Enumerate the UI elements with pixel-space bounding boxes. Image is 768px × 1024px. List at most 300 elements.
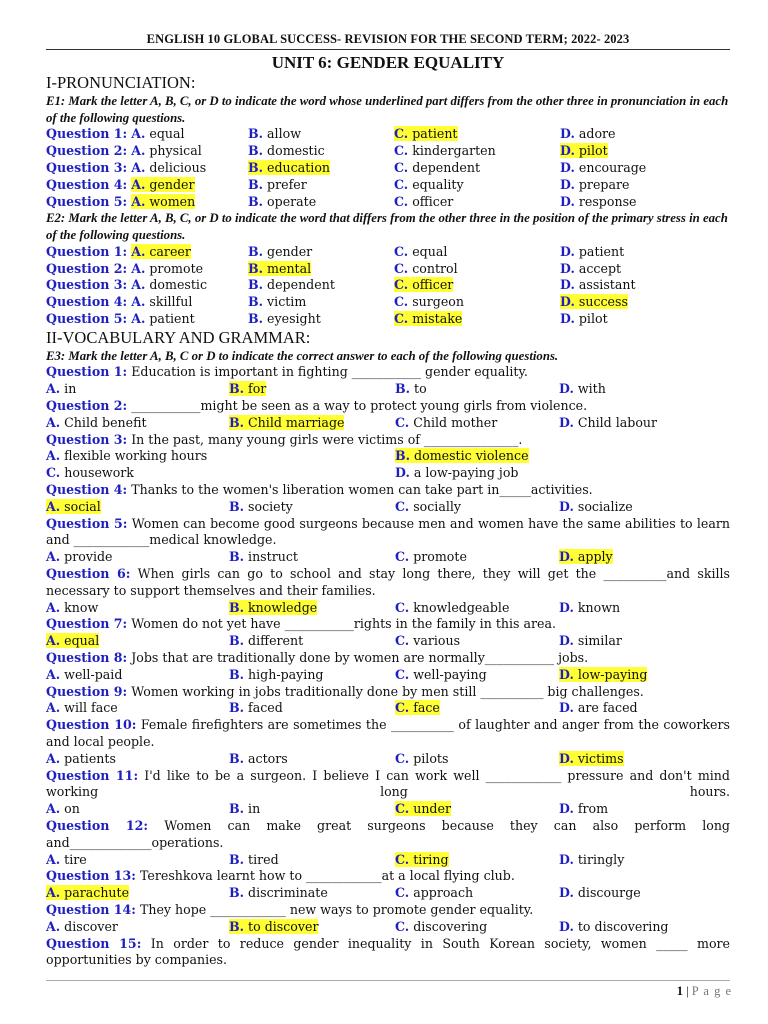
option-cell — [395, 852, 559, 869]
option-text: knowledge — [248, 599, 318, 615]
question-label: Question 2: — [46, 398, 128, 414]
answer-highlight — [248, 160, 330, 175]
option-text: promote — [413, 549, 467, 565]
option-text: for — [248, 381, 267, 397]
answer-option[interactable] — [46, 415, 147, 430]
option-text: promote — [149, 260, 204, 276]
option-letter: D. — [560, 176, 575, 192]
answer-option[interactable] — [248, 277, 335, 292]
option-text: tired — [248, 851, 279, 867]
question-stem — [46, 398, 730, 415]
option-letter: A. — [131, 176, 146, 192]
option-letter: A. — [46, 448, 61, 464]
answer-option[interactable] — [559, 499, 633, 514]
option-letter: D. — [560, 310, 575, 326]
answer-highlight — [46, 499, 101, 514]
answer-option[interactable] — [559, 381, 606, 396]
answer-highlight — [559, 667, 647, 682]
option-cell — [394, 194, 560, 211]
option-cell — [395, 633, 559, 650]
answer-option[interactable] — [248, 177, 307, 192]
answer-option[interactable] — [559, 633, 622, 648]
answer-option[interactable] — [229, 600, 317, 615]
options-row — [46, 415, 730, 432]
option-cell — [394, 277, 560, 294]
option-text: mistake — [412, 310, 463, 326]
option-cell — [394, 261, 560, 278]
options-row — [46, 499, 730, 516]
question-stem — [46, 717, 730, 751]
answer-option[interactable] — [560, 311, 608, 326]
answer-highlight — [131, 244, 191, 259]
answer-option[interactable] — [131, 311, 194, 326]
answer-option[interactable] — [560, 160, 646, 175]
answer-option[interactable] — [395, 465, 518, 480]
option-text: in — [248, 801, 261, 817]
answer-option[interactable] — [560, 126, 616, 141]
section-vocabulary-grammar: II-VOCABULARY AND GRAMMAR: — [46, 327, 311, 347]
answer-option[interactable] — [560, 261, 621, 276]
option-letter: C. — [395, 633, 410, 649]
option-text: victim — [267, 294, 307, 310]
question-text: Jobs that are traditionally done by women are normally___________ jobs. — [131, 650, 589, 666]
answer-option[interactable] — [559, 700, 638, 715]
option-cell — [395, 465, 561, 482]
option-text: to — [414, 381, 427, 397]
answer-option[interactable] — [46, 801, 80, 816]
answer-option[interactable] — [131, 177, 194, 192]
answer-option[interactable] — [394, 177, 464, 192]
option-cell — [46, 667, 229, 684]
answer-option[interactable] — [248, 160, 330, 175]
option-cell — [46, 311, 248, 328]
answer-option[interactable] — [46, 667, 122, 682]
answer-highlight — [395, 801, 451, 816]
question-label: Question 14: — [46, 901, 136, 917]
answer-option[interactable] — [394, 160, 480, 175]
option-text: education — [267, 160, 331, 175]
answer-option[interactable] — [559, 600, 620, 615]
question-label: Question 5: — [46, 515, 128, 531]
option-letter: B. — [229, 599, 245, 615]
answer-option[interactable] — [395, 700, 440, 715]
answer-option[interactable] — [248, 244, 312, 259]
option-text: on — [64, 801, 80, 817]
option-cell — [248, 177, 394, 194]
option-text: instruct — [248, 549, 298, 565]
answer-option[interactable] — [46, 700, 118, 715]
option-cell — [46, 852, 229, 869]
question-text: Women working in jobs traditionally done by men still __________ big challenges. — [131, 683, 644, 699]
option-text: assistant — [578, 277, 636, 293]
question-row — [46, 194, 730, 211]
option-text: career — [149, 243, 191, 259]
answer-option[interactable] — [46, 600, 98, 615]
question-label: Question 7: — [46, 616, 128, 632]
answer-highlight — [395, 852, 449, 867]
answer-option[interactable] — [394, 277, 453, 292]
option-letter: C. — [395, 851, 410, 867]
answer-highlight — [394, 277, 453, 292]
option-cell — [248, 126, 394, 143]
option-text: kindergarten — [412, 143, 496, 159]
answer-option[interactable] — [229, 667, 324, 682]
option-cell — [395, 600, 559, 617]
option-letter: C. — [394, 310, 409, 326]
option-text: gender — [149, 176, 195, 192]
answer-option[interactable] — [248, 143, 325, 158]
question-row — [46, 160, 730, 177]
option-cell — [395, 415, 559, 432]
footer-rule — [46, 980, 730, 981]
option-text: patient — [149, 310, 195, 326]
answer-option[interactable] — [46, 499, 101, 514]
answer-option[interactable] — [395, 448, 529, 463]
answer-option[interactable] — [229, 801, 260, 816]
answer-option[interactable] — [559, 751, 624, 766]
option-cell — [229, 549, 395, 566]
option-cell — [395, 919, 559, 936]
answer-option[interactable] — [229, 499, 293, 514]
option-text: Child marriage — [248, 414, 345, 430]
option-text: equality — [412, 176, 464, 192]
question-label: Question 12: — [46, 818, 149, 833]
question-label: Question 15: — [46, 935, 142, 951]
option-letter: C. — [395, 549, 410, 565]
option-letter: C. — [394, 277, 409, 293]
answer-option[interactable] — [46, 549, 113, 564]
options-row — [46, 751, 730, 768]
option-cell — [559, 885, 730, 902]
answer-highlight — [559, 549, 613, 564]
option-cell — [394, 311, 560, 328]
question-stem — [46, 818, 730, 852]
answer-option[interactable] — [394, 143, 496, 158]
option-letter: C. — [395, 750, 410, 766]
option-text: know — [64, 599, 99, 615]
option-letter: C. — [394, 294, 409, 310]
answer-highlight — [395, 448, 529, 463]
option-letter: D. — [559, 414, 574, 430]
answer-option[interactable] — [395, 415, 497, 430]
option-text: actors — [248, 750, 288, 766]
answer-option[interactable] — [229, 381, 266, 396]
option-cell — [46, 160, 248, 177]
answer-option[interactable] — [248, 311, 321, 326]
answer-option[interactable] — [248, 126, 301, 141]
question-text: Education is important in fighting ___________ gender equality. — [131, 364, 528, 380]
options-row — [46, 667, 730, 684]
question-stem — [46, 868, 730, 885]
option-letter: B. — [229, 801, 245, 817]
option-cell — [46, 919, 229, 936]
option-letter: C. — [394, 143, 409, 159]
footer-separator: | — [686, 984, 689, 998]
option-cell — [560, 277, 730, 294]
option-letter: A. — [46, 918, 61, 934]
answer-option[interactable] — [559, 919, 669, 934]
question-text: Thanks to the women's liberation women can take part in_____activities. — [131, 482, 593, 498]
document-page — [46, 32, 730, 969]
answer-option[interactable] — [131, 160, 206, 175]
answer-option[interactable] — [395, 381, 427, 396]
answer-option[interactable] — [395, 667, 487, 682]
question-row — [46, 177, 730, 194]
option-letter: D. — [559, 918, 574, 934]
option-letter: B. — [229, 381, 245, 397]
answer-option[interactable] — [131, 244, 191, 259]
answer-option[interactable] — [559, 415, 657, 430]
option-letter: A. — [131, 193, 146, 209]
option-text: knowledgeable — [413, 599, 510, 615]
answer-option[interactable] — [395, 801, 451, 816]
option-cell — [394, 126, 560, 143]
answer-option[interactable] — [394, 126, 458, 141]
answer-option[interactable] — [395, 600, 509, 615]
options-row — [46, 465, 730, 482]
option-text: prepare — [578, 176, 630, 192]
answer-option[interactable] — [394, 194, 453, 209]
option-cell — [559, 919, 730, 936]
option-cell — [559, 751, 730, 768]
question-row — [46, 126, 730, 143]
option-text: low-paying — [577, 666, 648, 682]
answer-option[interactable] — [560, 244, 624, 259]
option-letter: B. — [248, 243, 264, 259]
question-stem — [46, 364, 730, 381]
answer-option[interactable] — [560, 143, 608, 158]
option-letter: B. — [248, 126, 264, 142]
option-letter: B. — [395, 381, 411, 397]
answer-option[interactable] — [46, 381, 76, 396]
question-row — [46, 244, 730, 261]
answer-option[interactable] — [394, 311, 462, 326]
option-letter: D. — [395, 465, 410, 481]
option-text: Child labour — [577, 414, 658, 430]
option-text: pilots — [413, 750, 449, 766]
answer-option[interactable] — [46, 751, 116, 766]
option-cell — [395, 549, 559, 566]
answer-option[interactable] — [131, 126, 184, 141]
answer-option[interactable] — [46, 885, 129, 900]
answer-option[interactable] — [559, 667, 647, 682]
option-cell — [559, 381, 730, 398]
answer-option[interactable] — [559, 549, 613, 564]
answer-option[interactable] — [560, 294, 628, 309]
option-text: discriminate — [248, 885, 328, 901]
option-letter: D. — [560, 143, 575, 159]
option-cell — [248, 311, 394, 328]
option-cell — [395, 667, 559, 684]
options-row — [46, 549, 730, 566]
option-cell — [46, 261, 248, 278]
option-cell — [46, 600, 229, 617]
option-cell — [560, 143, 730, 160]
answer-option[interactable] — [395, 852, 449, 867]
option-text: society — [248, 498, 293, 514]
answer-option[interactable] — [395, 885, 473, 900]
answer-option[interactable] — [46, 852, 87, 867]
answer-option[interactable] — [131, 277, 207, 292]
option-text: gender — [267, 243, 313, 259]
option-text: faced — [248, 700, 283, 716]
answer-option[interactable] — [229, 919, 318, 934]
answer-option[interactable] — [560, 194, 636, 209]
option-text: different — [248, 633, 304, 649]
option-cell — [560, 261, 730, 278]
answer-highlight — [229, 919, 318, 934]
answer-option[interactable] — [229, 885, 328, 900]
option-cell — [559, 633, 730, 650]
answer-option[interactable] — [559, 801, 608, 816]
question-text: In the past, many young girls were victims of _______________. — [131, 431, 523, 447]
option-letter: A. — [46, 885, 61, 901]
option-cell — [559, 549, 730, 566]
option-cell — [248, 277, 394, 294]
options-row — [46, 852, 730, 869]
answer-highlight — [229, 600, 317, 615]
answer-option[interactable] — [229, 549, 298, 564]
option-cell — [395, 751, 559, 768]
answer-option[interactable] — [394, 261, 458, 276]
answer-option[interactable] — [248, 294, 306, 309]
answer-highlight — [560, 294, 628, 309]
option-letter: A. — [46, 851, 61, 867]
option-letter: A. — [131, 126, 146, 142]
question-label: Question 8: — [46, 650, 128, 666]
option-text: apply — [577, 549, 613, 565]
option-cell — [46, 448, 395, 465]
option-text: officer — [412, 277, 454, 293]
question-text: When girls can go to school and stay long there, they will get the __________and skills necessary to support themselves and their families. — [46, 566, 730, 598]
option-cell — [229, 415, 395, 432]
option-cell — [229, 381, 395, 398]
answer-option[interactable] — [46, 465, 134, 480]
answer-option[interactable] — [559, 885, 641, 900]
page-footer — [677, 984, 732, 999]
option-text: operate — [267, 193, 317, 209]
option-cell — [46, 277, 248, 294]
option-cell — [559, 499, 730, 516]
question-label: Question 4: — [46, 294, 128, 310]
option-letter: C. — [395, 700, 410, 716]
option-cell — [46, 885, 229, 902]
answer-option[interactable] — [46, 448, 207, 463]
question-label: Question 3: — [46, 160, 128, 175]
option-text: under — [413, 801, 451, 817]
option-letter: C. — [394, 193, 409, 209]
option-letter: A. — [46, 414, 61, 430]
option-cell — [560, 160, 730, 177]
page-number: 1 — [676, 984, 684, 998]
option-letter: A. — [131, 277, 146, 293]
answer-option[interactable] — [229, 700, 283, 715]
option-letter: B. — [229, 666, 245, 682]
answer-option[interactable] — [395, 549, 467, 564]
document-header: ENGLISH 10 GLOBAL SUCCESS- REVISION FOR THE SECOND TERM; 2022- 2023 — [146, 32, 630, 46]
option-letter: A. — [46, 381, 61, 397]
answer-option[interactable] — [559, 852, 624, 867]
option-letter: C. — [394, 160, 409, 175]
question-row — [46, 261, 730, 278]
answer-option[interactable] — [131, 294, 192, 309]
option-cell — [248, 244, 394, 261]
question-text: In order to reduce gender inequality in South Korean society, women _____ more opportunities by companies. — [46, 935, 730, 968]
option-cell — [394, 143, 560, 160]
option-text: allow — [267, 126, 301, 142]
option-text: mental — [267, 260, 312, 276]
option-cell — [46, 143, 248, 160]
question-label: Question 2: — [46, 260, 128, 276]
answer-option[interactable] — [131, 194, 195, 209]
question-stem — [46, 936, 730, 970]
answer-option[interactable] — [46, 633, 99, 648]
option-text: well-paying — [413, 666, 487, 682]
answer-option[interactable] — [395, 751, 448, 766]
option-text: from — [577, 801, 609, 817]
answer-option[interactable] — [395, 633, 460, 648]
option-text: approach — [413, 885, 474, 901]
header-rule — [46, 49, 730, 50]
answer-option[interactable] — [395, 499, 461, 514]
question-stem — [46, 768, 730, 802]
option-cell — [229, 852, 395, 869]
option-cell — [559, 700, 730, 717]
answer-option[interactable] — [131, 143, 202, 158]
option-letter: C. — [394, 126, 409, 142]
question-text: Female firefighters are sometimes the __________ of laughter and anger from the coworkers and local people. — [46, 717, 730, 750]
answer-option[interactable] — [229, 751, 288, 766]
answer-option[interactable] — [229, 852, 279, 867]
answer-option[interactable] — [394, 294, 464, 309]
answer-option[interactable] — [394, 244, 447, 259]
answer-highlight — [394, 311, 462, 326]
option-cell — [248, 261, 394, 278]
option-letter: B. — [248, 176, 264, 192]
option-cell — [229, 600, 395, 617]
option-cell — [394, 244, 560, 261]
option-text: domestic — [267, 143, 325, 159]
options-row — [46, 381, 730, 398]
e2-question-list — [46, 244, 730, 328]
answer-option[interactable] — [46, 919, 118, 934]
option-text: a low-paying job — [413, 465, 519, 481]
option-text: domestic violence — [414, 448, 529, 464]
answer-option[interactable] — [229, 633, 303, 648]
option-cell — [395, 801, 559, 818]
options-row — [46, 801, 730, 818]
option-text: high-paying — [248, 666, 324, 682]
option-letter: A. — [131, 260, 146, 276]
question-row — [46, 294, 730, 311]
option-cell — [46, 700, 229, 717]
answer-option[interactable] — [229, 415, 344, 430]
answer-option[interactable] — [560, 277, 636, 292]
option-text: parachute — [64, 885, 130, 901]
option-text: discover — [64, 918, 118, 934]
option-cell — [46, 177, 248, 194]
answer-option[interactable] — [560, 177, 629, 192]
option-text: victims — [577, 750, 624, 766]
option-letter: B. — [229, 918, 245, 934]
option-text: Child mother — [413, 414, 498, 430]
answer-option[interactable] — [248, 261, 311, 276]
options-row — [46, 448, 730, 465]
question-label: Question 11: — [46, 767, 139, 783]
answer-option[interactable] — [131, 261, 203, 276]
answer-option[interactable] — [395, 919, 487, 934]
answer-option[interactable] — [248, 194, 316, 209]
